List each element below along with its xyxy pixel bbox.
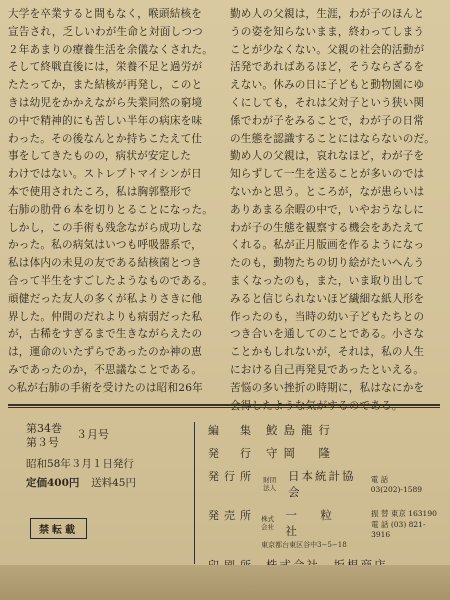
seller-address: 東京都台東区谷中3−5−18 — [261, 541, 347, 549]
text-line: 本で使用されたころ，私は胸郭整形で — [8, 185, 192, 198]
text-line: 作ったのも，当時の幼い子どもたちとの — [230, 310, 425, 323]
issue-month: ３月号 — [76, 428, 109, 441]
editor-label: 編 集 — [208, 424, 256, 437]
text-line: 勤め人の父親は，生涯，わが子のほんと — [230, 8, 425, 20]
text-line: くにしても，それは父対子という狭い関 — [230, 96, 425, 109]
publisher-label: 発 行 — [208, 447, 256, 460]
issuer-row — [208, 468, 438, 500]
text-line: たのも，動物たちの切り絵がたいへんう — [230, 257, 425, 270]
text-line: 苦悩の多い挫折の時期に，私はなにかを — [230, 381, 425, 394]
issue-info — [26, 422, 186, 490]
editor-name: 鮫島龍行 — [266, 423, 336, 437]
text-line: みると信じられないほど繊細な紙人形を — [230, 292, 425, 305]
colophon — [8, 414, 438, 564]
price: 定価400円 — [26, 477, 80, 489]
text-line: 頑健だった友人の多くが私よりさきに他 — [8, 292, 203, 305]
text-line: 会得したような気がするのである。 — [230, 399, 403, 412]
right-column — [230, 0, 442, 412]
text-line: つき合いを通してのことである。小さな — [230, 328, 425, 341]
text-line: 宣告され，乏しいわが生命と対面しつつ — [8, 25, 203, 38]
text-line: の中で精神的にも苦しい半年の病床を味 — [8, 114, 203, 127]
text-line: ２年あまりの療養生活を余儀なくされた。 — [8, 43, 214, 56]
text-line: 大学を卒業すると間もなく，喉頭結核を — [8, 8, 203, 20]
text-line: 勤め人の父親は，哀れなほど，わが子を — [230, 150, 425, 163]
text-line: 活発であればあるほど，そうならざるを — [230, 61, 425, 74]
text-line: 事をしてきたものの，病状が安定した — [8, 150, 192, 163]
text-line: ありあまる余暇の中で，いやおうなしに — [230, 203, 425, 216]
text-line: わが子の生態を観察する機会をあたえて — [230, 221, 425, 234]
publish-date: 昭和58年３月１日発行 — [26, 458, 134, 470]
text-line: ことかもしれないが，それは，私の人生 — [230, 346, 425, 359]
editor-row — [208, 422, 438, 438]
credits — [208, 422, 438, 580]
left-column — [8, 0, 220, 398]
seller-name: 一 粒 社 — [285, 508, 356, 538]
text-line: かった。私の病気はいつも呼吸器系で， — [8, 239, 203, 252]
text-line: えない。休みの日に子どもと動物園にゆ — [230, 79, 425, 92]
issue-number: 第３号 — [26, 436, 59, 449]
issuer-tel: 電 話 03(202)-1589 — [370, 475, 423, 494]
text-line: 右肺の肋骨６本を切りとることになった。 — [8, 203, 214, 216]
postage: 送料45円 — [91, 477, 136, 489]
issuer-type: 財団法人 — [263, 476, 277, 492]
text-line: における自己再発見であったといえる。 — [230, 363, 425, 376]
text-line: 私は体内の未見の友である結核菌とつき — [8, 257, 203, 270]
seller-label: 発売所 — [208, 509, 256, 522]
reprint-notice: 禁転載 — [30, 518, 87, 539]
text-line: きは幼児をかかえながら失業同然の窮境 — [8, 96, 203, 109]
text-line: まくなったのも，また，いま取り出して — [230, 274, 425, 287]
publisher-row — [208, 445, 438, 461]
text-line: そして終戦直後には，栄養不足と過労が — [8, 61, 203, 74]
text-line: うの姿を知らないまま，終わってしまう — [230, 25, 425, 38]
text-line: 合って半生をすごしたようなものである。 — [8, 274, 214, 287]
text-line: の生態を認識することにはならないのだ。 — [230, 132, 436, 145]
text-line: くれる。私が正月版画を作るようになっ — [230, 239, 425, 252]
seller-furikae: 振 替 東京 163190 — [371, 508, 437, 518]
seller-tel: 電 話 (03) 821-3916 — [371, 519, 426, 539]
publisher-name: 守岡 隆 — [266, 446, 336, 460]
seller-type: 株式会社 — [261, 515, 275, 531]
text-line: 知らずして一生を送ることが多いのでは — [230, 168, 425, 181]
colophon-separator — [194, 422, 195, 564]
text-line: が，古稀をすぎるまで生きながらえたの — [8, 328, 203, 341]
text-line: しかし，この手術も残念ながら成功しな — [8, 221, 203, 234]
issuer-name: 日本統計協会 — [288, 469, 356, 499]
divider-rule-thin — [8, 407, 440, 408]
text-line: 界した。仲間のだれよりも病弱だった私 — [8, 310, 203, 323]
text-line: たたってか，また結核が再発し，このと — [8, 79, 203, 92]
text-line: みであったのか，不思議なことである。 — [8, 363, 203, 376]
volume-number: 第34巻 — [26, 422, 62, 435]
text-line: ないかと思う。ところが，なが患らいは — [230, 185, 425, 198]
seller-row — [208, 507, 438, 550]
issuer-label: 発行所 — [208, 470, 256, 483]
divider-rule — [8, 404, 440, 406]
text-line: 係でわが子をみることで，わが子の日常 — [230, 114, 425, 127]
page-edge-shadow — [0, 565, 450, 600]
text-line: ◇私が右肺の手術を受けたのは昭和26年 — [8, 381, 203, 394]
text-line: わった。その後なんとか持ちこたえて仕 — [8, 132, 203, 145]
text-line: わけではない。ストレプトマイシンが日 — [8, 168, 202, 181]
body-text — [8, 0, 442, 412]
text-line: ことが少なくない。父親の社会的活動が — [230, 43, 425, 56]
text-line: は，運命のいたずらであったのか神の恵 — [8, 346, 203, 359]
